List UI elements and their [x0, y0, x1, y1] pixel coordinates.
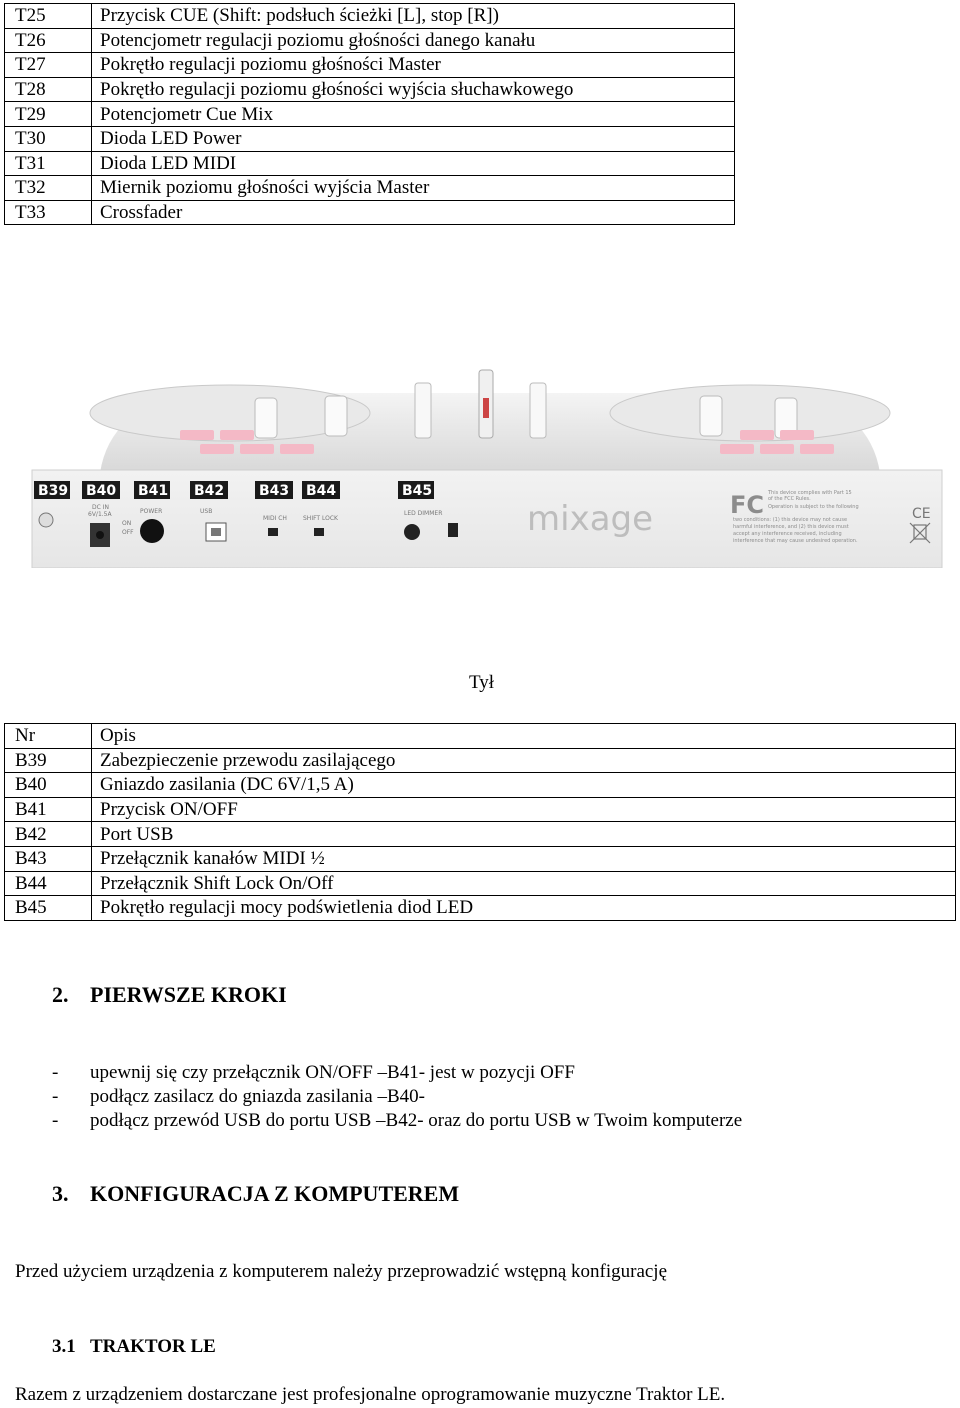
power-button-icon: [140, 519, 164, 543]
fcc-text-line: This device complies with Part 15: [768, 490, 852, 496]
fcc-text-line: interference that may cause undesired operation.: [733, 538, 858, 544]
usb-label: USB: [200, 508, 213, 515]
fcc-text-line: two conditions: (1) this device may not cause: [733, 517, 848, 523]
fcc-text-line: harmful interference, and (2) this device must: [733, 524, 849, 530]
led-dimmer-label: LED DIMMER: [404, 510, 443, 517]
tag-b39: B39: [38, 483, 69, 499]
cable-clip-icon: [39, 513, 53, 527]
section-heading-config: [52, 1181, 459, 1207]
power-label: POWER: [140, 508, 163, 515]
rear-panel-table: [4, 723, 956, 921]
table-row: B44 Przełącznik Shift Lock On/Off: [5, 871, 956, 896]
table-row: B42 Port USB: [5, 822, 956, 847]
tag-b45: B45: [402, 483, 433, 499]
section-title: KONFIGURACJA Z KOMPUTEREM: [90, 1181, 460, 1206]
table-row: T28 Pokrętło regulacji poziomu głośności wyjścia słuchawkowego: [5, 77, 735, 102]
dc-in-label: DC IN: [92, 504, 109, 511]
first-steps-list: [52, 1061, 742, 1133]
table-row: T25 Przycisk CUE (Shift: podsłuch ścieżki [L], stop [R]): [5, 4, 735, 29]
section-number: 3.: [52, 1181, 69, 1206]
device-rear-illustration: [30, 368, 946, 568]
table-row: B43 Przełącznik kanałów MIDI ½: [5, 846, 956, 871]
fcc-text-line: accept any interference received, including: [733, 531, 842, 537]
controls-table-top: [4, 3, 735, 225]
knob-icon: [255, 398, 277, 438]
table-row: T26 Potencjometr regulacji poziomu głośności danego kanału: [5, 28, 735, 53]
fcc-text-line: of the FCC Rules.: [768, 496, 811, 502]
knob-icon: [325, 396, 347, 436]
table-row: T27 Pokrętło regulacji poziomu głośności Master: [5, 53, 735, 78]
off-label: OFF: [122, 529, 134, 536]
table-row: B41 Przycisk ON/OFF: [5, 797, 956, 822]
tag-b41: B41: [138, 483, 169, 499]
shift-lock-label: SHIFT LOCK: [303, 515, 338, 522]
led-indicator-icon: [483, 398, 489, 418]
section-number: 3.1: [52, 1336, 76, 1357]
shift-lock-switch-icon: [314, 528, 324, 536]
config-paragraph: Przed użyciem urządzenia z komputerem należy przeprowadzić wstępną konfigurację: [15, 1261, 668, 1282]
brand-logo: mixage: [527, 499, 654, 539]
section-heading-traktor: [52, 1336, 216, 1358]
knob-icon: [700, 396, 722, 436]
fcc-logo: FC: [730, 491, 765, 519]
on-label: ON: [122, 520, 132, 527]
list-item: - podłącz przewód USB do portu USB –B42- oraz do portu USB w Twoim komputerze: [52, 1110, 743, 1131]
tag-b44: B44: [306, 483, 337, 499]
fader-icon: [530, 383, 546, 438]
section-title: TRAKTOR LE: [90, 1336, 216, 1357]
tag-b40: B40: [86, 483, 117, 499]
table-row: T32 Miernik poziomu głośności wyjścia Master: [5, 176, 735, 201]
port-icon: [448, 523, 458, 537]
fader-icon: [415, 383, 431, 438]
table-row: B39 Zabezpieczenie przewodu zasilającego: [5, 748, 956, 773]
table-header-row: Nr Opis: [5, 724, 956, 749]
device-rear-photo: [30, 368, 946, 568]
table-row: T33 Crossfader: [5, 200, 735, 225]
figure-caption: Tył: [469, 672, 495, 693]
traktor-paragraph: Razem z urządzeniem dostarczane jest profesjonalne oprogramowanie muzyczne Traktor LE.: [15, 1384, 726, 1405]
section-title: PIERWSZE KROKI: [90, 982, 287, 1007]
table-row: T29 Potencjometr Cue Mix: [5, 102, 735, 127]
list-item: - podłącz zasilacz do gniazda zasilania –B40-: [52, 1086, 425, 1107]
table-row: T31 Dioda LED MIDI: [5, 151, 735, 176]
fcc-text-line: Operation is subject to the following: [768, 504, 859, 510]
tag-b42: B42: [194, 483, 225, 499]
list-item: - upewnij się czy przełącznik ON/OFF –B41- jest w pozycji OFF: [52, 1062, 575, 1083]
led-dimmer-knob-icon: [404, 524, 420, 540]
midi-switch-icon: [268, 528, 278, 536]
table-row: T30 Dioda LED Power: [5, 126, 735, 151]
table-row: B45 Pokrętło regulacji mocy podświetlenia diod LED: [5, 896, 956, 921]
section-heading-first-steps: [52, 982, 287, 1008]
section-number: 2.: [52, 982, 69, 1007]
tag-b43: B43: [259, 483, 290, 499]
table-row: B40 Gniazdo zasilania (DC 6V/1,5 A): [5, 773, 956, 798]
ce-mark: CE: [912, 506, 931, 522]
dc-rating-label: 6V/1.5A: [88, 511, 112, 518]
midi-ch-label: MIDI CH: [263, 515, 287, 522]
